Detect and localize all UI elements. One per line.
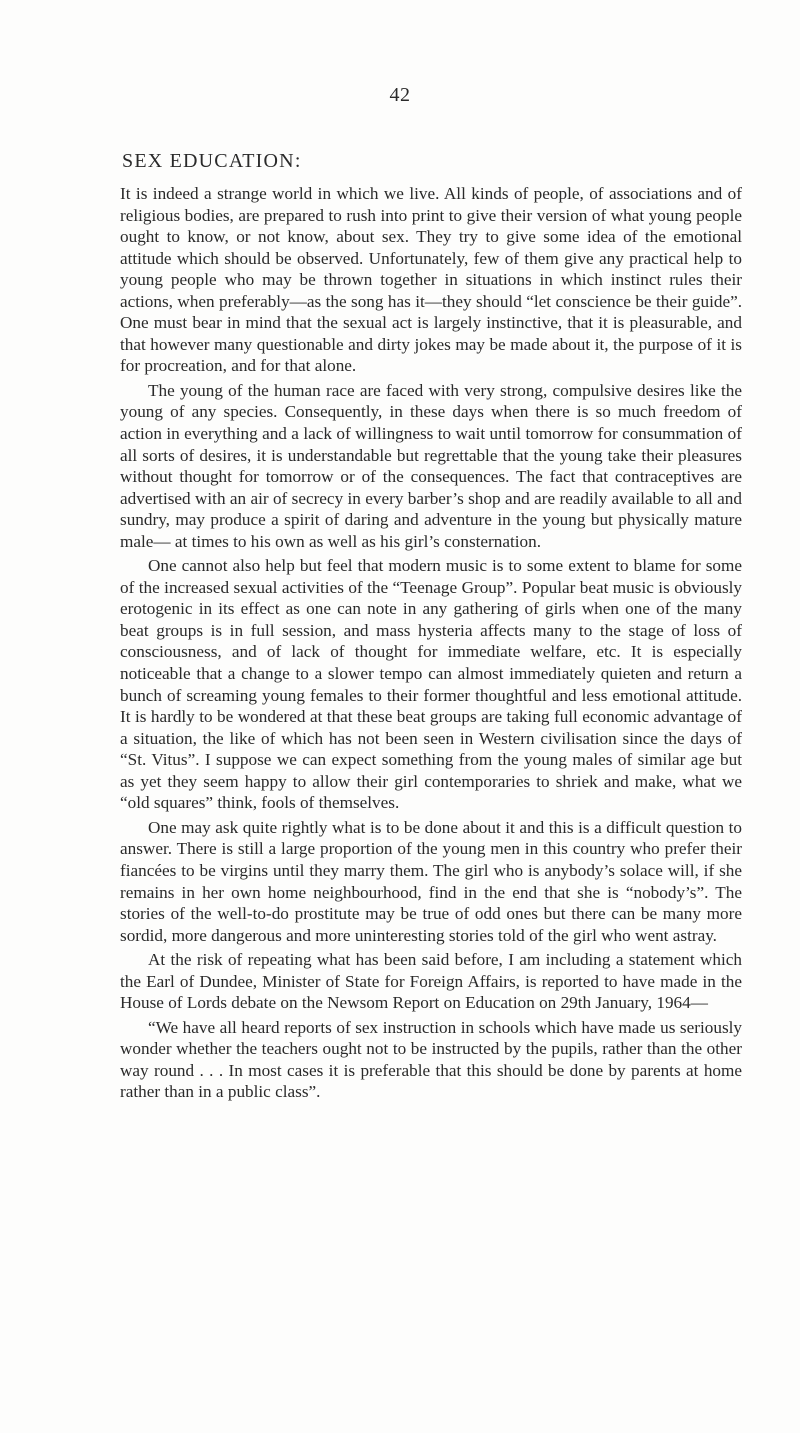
paragraph: At the risk of repeating what has been said before, I am including a statement which the Earl of Dundee, Minister of State for Foreign Affairs, is reported to have made in the House of Lords debate on the Newsom Report on Education on 29th January, 1964— <box>120 950 742 1013</box>
body-text <box>120 183 742 1103</box>
paragraph: It is indeed a strange world in which we live. All kinds of people, of associations and of religious bodies, are prepared to rush into print to give their version of what young people ought to know, or not know, about sex. They try to give some idea of the emotional attitude which should be observed. Unfortunately, few of them give any practical help to young people who may be thrown together in situations in which instinct rules their actions, when preferably—as the song has it—they should “let conscience be their guide”. One must bear in mind that the sexual act is largely instinctive, that it is pleasurable, and that however many questionable and dirty jokes may be made about it, the purpose of it is for procreation, and for that alone. <box>120 184 742 376</box>
quotation-paragraph: “We have all heard reports of sex instruction in schools which have made us seriously wonder whether the teachers ought not to be instructed by the pupils, rather than the other way round . . . In most cases it is preferable that this should be done by parents at home rather than in a public class”. <box>120 1017 742 1102</box>
section-heading: SEX EDUCATION: <box>122 150 302 172</box>
page-number: 42 <box>389 84 411 106</box>
paragraph: The young of the human race are faced with very strong, compulsive desires like the young of any species. Consequently, in these days when there is so much freedom of action in everything and a lack of willingness to wait until tomorrow for consummation of all sorts of desires, it is understandable but regrettable that the young take their pleasures without thought for tomorrow or of the consequences. The fact that contraceptives are advertised with an air of secrecy in every barber’s shop and are readily available to all and sundry, may produce a spirit of daring and adventure in the young but physically mature male— at times to his own as well as his girl’s consternation. <box>120 380 742 551</box>
paragraph: One may ask quite rightly what is to be done about it and this is a difficult question to answer. There is still a large proportion of the young men in this country who prefer their fiancées to be virgins until they marry them. The girl who is anybody’s solace will, if she remains in her own home neighbourhood, find in the end that she is “nobody’s”. The stories of the well-to-do prostitute may be true of odd ones but there can be many more sordid, more dangerous and more uninteresting stories told of the girl who went astray. <box>120 817 742 945</box>
paragraph: One cannot also help but feel that modern music is to some extent to blame for some of the increased sexual activities of the “Teenage Group”. Popular beat music is obviously erotogenic in its effect as one can note in any gathering of girls when one of the many beat groups is in full session, and mass hysteria affects many to the stage of loss of consciousness, and of lack of thought for immediate welfare, etc. It is especially noticeable that a change to a slower tempo can almost immediately quieten and return a bunch of screaming young females to their former thoughtful and less emotional attitude. It is hardly to be wondered at that these beat groups are taking full economic advantage of a situation, the like of which has not been seen in Western civilisation since the days of “St. Vitus”. I suppose we can expect something from the young males of similar age but as yet they seem happy to allow their girl contemporaries to shriek and make, what we “old squares” think, fools of themselves. <box>120 556 742 813</box>
